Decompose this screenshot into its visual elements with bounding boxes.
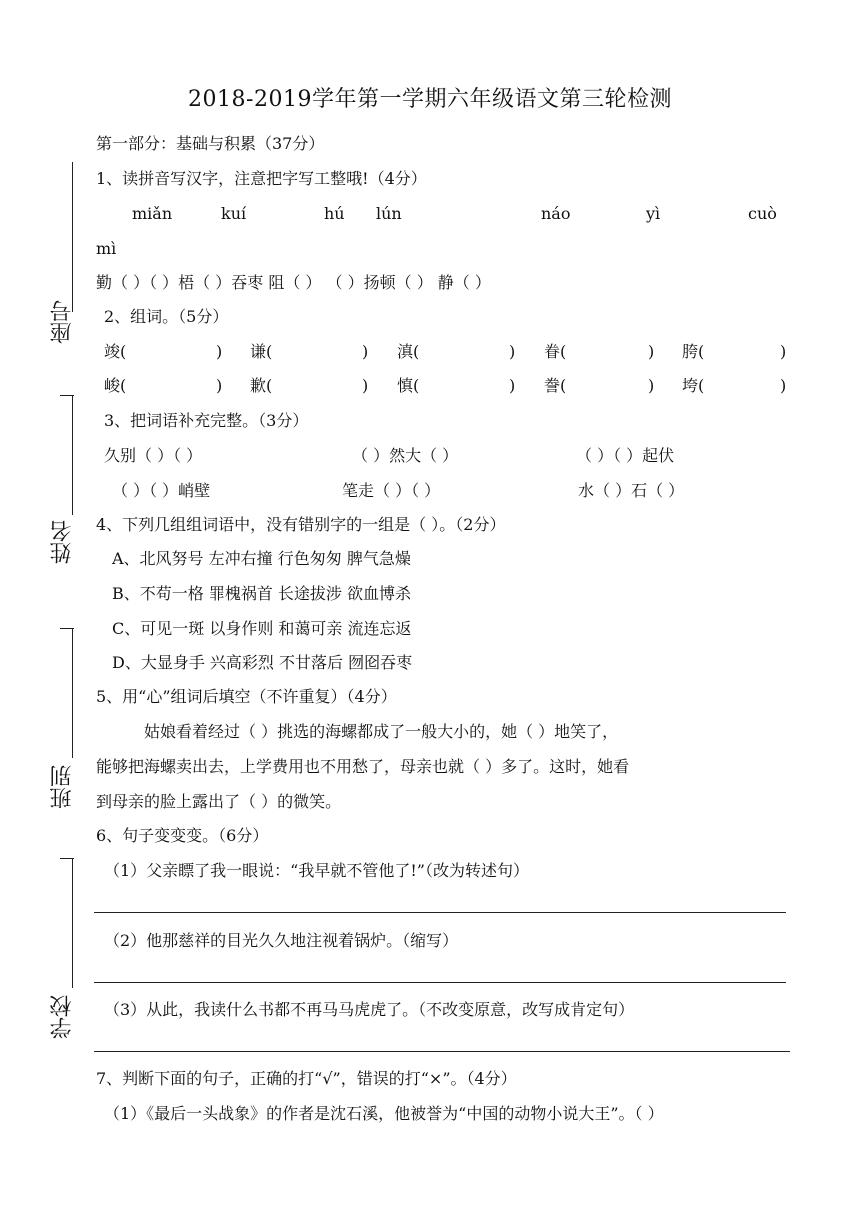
q3-prompt: 3、把词语补充完整。（3分） (104, 411, 309, 430)
q7-prompt: 7、判断下面的句子，正确的打“√”，错误的打“×”。（4分） (96, 1069, 517, 1088)
q2-r1-2: 谦( (250, 342, 273, 361)
q2-r1-3: 滇( (397, 342, 420, 361)
q3-r1-3: （ ）（ ）起伏 (576, 446, 675, 465)
q6-prompt: 6、句子变变变。（6分） (96, 826, 269, 845)
q3-r1-1: 久别（ ）（ ） (104, 446, 203, 465)
margin-rule-3 (72, 628, 73, 758)
q6-answer-line-1[interactable] (94, 912, 786, 913)
margin-tick-1 (60, 395, 74, 396)
q5-line-3: 到母亲的脸上露出了（ ）的微笑。 (96, 792, 342, 811)
margin-label-class: 班别 (50, 765, 75, 809)
q1-pinyin-5: náo (541, 204, 571, 223)
q2-r1-3c: ) (509, 342, 516, 361)
q2-r2-1c: ) (216, 376, 223, 395)
q2-r2-4: 誊( (544, 376, 567, 395)
margin-tick-2 (60, 628, 74, 629)
q1-pinyin-7: cuò (748, 204, 777, 223)
q2-r2-4c: ) (648, 376, 655, 395)
exam-title: 2018-2019学年第一学期六年级语文第三轮检测 (188, 87, 672, 112)
q5-prompt: 5、用“心”组词后填空（不许重复）（4分） (96, 687, 397, 706)
q1-pinyin-1: miǎn (132, 204, 173, 223)
q4-prompt: 4、下列几组组词语中，没有错别字的一组是（ ）。（2分） (96, 515, 506, 534)
q1-pinyin-wrap: mì (96, 239, 117, 258)
margin-rule-4 (72, 858, 73, 988)
part1-header: 第一部分：基础与积累（37分） (96, 134, 325, 153)
q2-r2-3: 慎( (397, 376, 420, 395)
q6-item-3: （3）从此，我读什么书都不再马马虎虎了。（不改变原意，改写成肯定句） (104, 1000, 635, 1019)
q2-r1-4: 眷( (544, 342, 567, 361)
q4-option-a: A、北风努号 左冲右撞 行色匆匆 脾气急燥 (112, 549, 411, 568)
q3-r1-2: （ ）然大（ ） (352, 446, 459, 465)
q2-r1-1: 竣( (104, 342, 127, 361)
q2-r1-5c: ) (780, 342, 787, 361)
q1-pinyin-2: kuí (221, 204, 247, 223)
margin-label-name: 姓名 (50, 520, 75, 564)
q2-r2-2: 歉( (250, 376, 273, 395)
q5-line-2: 能够把海螺卖出去，上学费用也不用愁了，母亲也就（ ）多了。这时，她看 (96, 757, 630, 776)
margin-rule-1 (72, 162, 73, 312)
q4-option-d: D、大显身手 兴高彩烈 不甘落后 囫囵吞枣 (112, 653, 413, 672)
q6-answer-line-3[interactable] (94, 1051, 790, 1052)
q6-answer-line-2[interactable] (94, 982, 786, 983)
margin-label-seat: 座号 (50, 300, 75, 344)
margin-rule-2 (72, 395, 73, 515)
q1-pinyin-3: hú (324, 204, 345, 223)
q3-r2-1: （ ）（ ）峭壁 (112, 481, 211, 500)
q2-r2-2c: ) (362, 376, 369, 395)
q3-r2-2: 笔走（ ）（ ） (342, 481, 441, 500)
q2-r2-1: 峻( (104, 376, 127, 395)
q3-r2-3: 水（ ）石（ ） (578, 481, 685, 500)
q1-prompt: 1、读拼音写汉字，注意把字写工整哦!（4分） (96, 169, 427, 188)
margin-tick-3 (60, 858, 74, 859)
margin-label-school: 学校 (50, 995, 75, 1039)
q2-r1-2c: ) (362, 342, 369, 361)
q2-r2-5: 垮( (682, 376, 705, 395)
q2-r1-4c: ) (648, 342, 655, 361)
q2-r2-3c: ) (509, 376, 516, 395)
q1-pinyin-4: lún (376, 204, 402, 223)
q2-r1-1c: ) (216, 342, 223, 361)
q6-item-2: （2）他那慈祥的目光久久地注视着锅炉。（缩写） (104, 931, 459, 950)
q4-option-b: B、不苟一格 罪槐祸首 长途拔涉 欲血博杀 (112, 584, 412, 603)
q6-item-1: （1）父亲瞟了我一眼说：“我早就不管他了!”（改为转述句） (104, 861, 529, 880)
q4-option-c: C、可见一斑 以身作则 和蔼可亲 流连忘返 (112, 619, 412, 638)
q1-pinyin-6: yì (646, 204, 661, 223)
q2-r1-5: 胯( (682, 342, 705, 361)
q2-r2-5c: ) (780, 376, 787, 395)
q1-blanks-line: 勤（ ）（ ）梧（ ）吞枣 阻（ ） （ ）扬顿（ ） 静（ ） (96, 273, 491, 292)
q2-prompt: 2、组词。（5分） (104, 307, 229, 326)
q7-item-1: （1）《最后一头战象》的作者是沈石溪，他被誉为“中国的动物小说大王”。（ ） (104, 1104, 664, 1123)
q5-line-1: 姑娘看着经过（ ）挑选的海螺都成了一般大小的，她（ ）地笑了， (144, 722, 619, 741)
